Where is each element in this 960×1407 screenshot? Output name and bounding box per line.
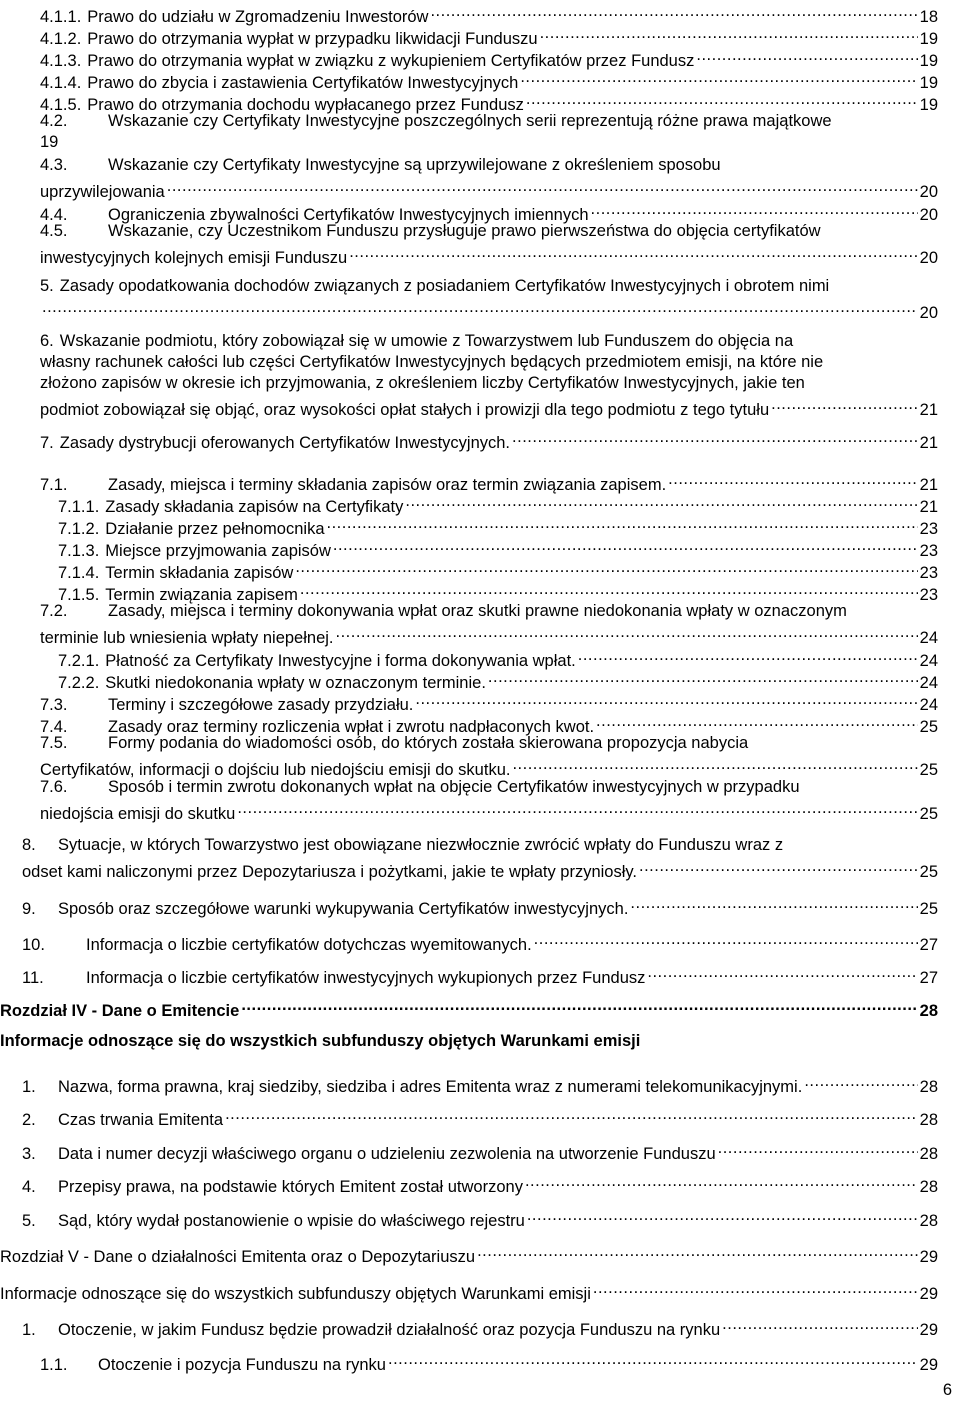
toc-entry-number: 5. xyxy=(40,277,54,295)
toc-entry-page: 24 xyxy=(919,696,938,714)
toc-entry-title: Zasady, miejsca i terminy dokonywania wpłat oraz skutki prawne niedokonania wpłaty w oznaczonym xyxy=(108,602,847,620)
toc-entry-title: Otoczenie, w jakim Fundusz będzie prowadził działalność oraz pozycja Funduszu na rynku xyxy=(58,1321,721,1339)
toc-entry[interactable] xyxy=(58,535,938,560)
toc-entry-title: Informacja o liczbie certyfikatów inwestycyjnych wykupionych przez Fundusz xyxy=(86,969,646,987)
toc-entry-number: 11. xyxy=(22,969,44,987)
toc-leader-dots xyxy=(589,199,918,220)
toc-entry-title: Rozdział IV - Dane o Emitencie xyxy=(0,1002,240,1020)
toc-entry-title-continued: własny rachunek całości lub części Certyfikatów Inwestycyjnych będących przedmiotem emisji, na które nie xyxy=(40,353,824,371)
toc-entry-page: 21 xyxy=(919,498,938,516)
toc-entry-title: Działanie przez pełnomocnika xyxy=(105,520,325,538)
toc-leader-dots xyxy=(666,469,917,490)
toc-leader-dots xyxy=(694,45,917,66)
toc-entry[interactable] xyxy=(40,689,938,714)
toc-entry-page: 25 xyxy=(919,761,938,779)
toc-entry[interactable] xyxy=(40,199,938,224)
toc-entry-title-continued: uprzywilejowania xyxy=(40,183,165,201)
toc-entry-title: Prawo do otrzymania wypłat w przypadku likwidacji Funduszu xyxy=(87,30,538,48)
toc-entry-page: 20 xyxy=(919,304,938,322)
toc-entry[interactable] xyxy=(22,835,938,881)
toc-entry-number: 8. xyxy=(22,836,36,854)
toc-entry-page: 28 xyxy=(919,1212,938,1230)
toc-entry-title: Skutki niedokonania wpłaty w oznaczonym terminie. xyxy=(105,674,486,692)
toc-entry-title: Sposób oraz szczegółowe warunki wykupywania Certyfikatów inwestycyjnych. xyxy=(58,900,629,918)
toc-entry-page: 25 xyxy=(919,900,938,918)
toc-entry-number: 1. xyxy=(22,1321,36,1339)
toc-entry-title: Prawo do zbycia i zastawienia Certyfikatów Inwestycyjnych xyxy=(87,74,519,92)
toc-entry-number: 7.5. xyxy=(40,734,68,752)
toc-entry-number: 4.1.3. xyxy=(40,52,82,70)
toc-entry-title: Termin związania zapisem xyxy=(105,586,298,604)
toc-entry-number: 4. xyxy=(22,1178,36,1196)
toc-entry-page: 19 xyxy=(919,52,938,70)
toc-entry-page: 24 xyxy=(919,629,938,647)
toc-entry-title: Otoczenie i pozycja Funduszu na rynku xyxy=(98,1356,386,1374)
toc-entry-number: 9. xyxy=(22,900,36,918)
toc-leader-dots xyxy=(720,1314,917,1335)
toc-entry[interactable] xyxy=(40,111,938,153)
toc-entry[interactable] xyxy=(22,1138,938,1163)
toc-leader-dots xyxy=(628,893,917,914)
toc-leader-dots xyxy=(510,754,917,775)
toc-entry[interactable] xyxy=(22,1314,938,1339)
toc-leader-dots xyxy=(223,1104,918,1125)
toc-leader-dots xyxy=(594,711,918,732)
toc-entry-number: 7.2. xyxy=(40,602,68,620)
toc-entry-number: 4.1.4. xyxy=(40,74,82,92)
toc-leader-dots xyxy=(235,798,917,819)
toc-entry[interactable] xyxy=(22,1171,938,1196)
toc-leader-dots xyxy=(475,1241,918,1262)
toc-leader-dots xyxy=(532,929,918,950)
toc-entry-page: 23 xyxy=(919,586,938,604)
toc-entry-title: Zasady dystrybucji oferowanych Certyfikatów Inwestycyjnych. xyxy=(59,434,511,452)
toc-entry-title: Sposób i termin zwrotu dokonanych wpłat na objęcie Certyfikatów inwestycyjnych w przypadku xyxy=(108,778,800,796)
toc-entry-page: 27 xyxy=(919,936,938,954)
toc-entry-title: Zasady oraz terminy rozliczenia wpłat i zwrotu nadpłaconych kwot. xyxy=(108,718,595,736)
toc-entry[interactable] xyxy=(40,427,938,452)
toc-entry-number: 7.4. xyxy=(40,718,68,736)
toc-entry-title: Wskazanie, czy Uczestnikom Funduszu przysługuje prawo pierwszeństwa do objęcia certyfikatów xyxy=(108,222,821,240)
toc-entry-page: 21 xyxy=(919,476,938,494)
toc-entry-number: 4.2. xyxy=(40,112,68,130)
toc-entry-number: 7. xyxy=(40,434,54,452)
toc-entry-title: Płatność za Certyfikaty Inwestycyjne i forma dokonywania wpłat. xyxy=(105,652,576,670)
toc-leader-dots xyxy=(325,513,918,534)
toc-entry-number: 7.2.2. xyxy=(58,674,100,692)
toc-entry[interactable] xyxy=(0,995,938,1020)
toc-leader-dots xyxy=(645,962,917,983)
toc-entry-number: 7.1. xyxy=(40,476,68,494)
toc-leader-dots xyxy=(716,1138,918,1159)
toc-entry[interactable] xyxy=(22,929,938,954)
toc-entry-title: Przepisy prawa, na podstawie których Emitent został utworzony xyxy=(58,1178,523,1196)
toc-entry[interactable] xyxy=(58,513,938,538)
toc-leader-dots xyxy=(165,176,918,197)
toc-entry[interactable] xyxy=(22,1104,938,1129)
toc-entry-page: 24 xyxy=(919,652,938,670)
toc-entry-number: 7.3. xyxy=(40,696,68,714)
toc-entry-title: Sąd, który wydał postanowienie o wpisie do właściwego rejestru xyxy=(58,1212,525,1230)
toc-entry[interactable] xyxy=(40,89,938,114)
toc-entry-title: Wskazanie podmiotu, który zobowiązał się w umowie z Towarzystwem lub Funduszem do objęcia na xyxy=(59,332,794,350)
toc-entry-title: Zasady, miejsca i terminy składania zapisów oraz termin związania zapisem. xyxy=(108,476,667,494)
toc-entry-title-continued: terminie lub wniesienia wpłaty niepełnej. xyxy=(40,629,334,647)
toc-entry-title: Informacje odnoszące się do wszystkich subfunduszy objętych Warunkami emisji xyxy=(0,1032,641,1050)
toc-entry[interactable] xyxy=(0,1241,938,1266)
toc-leader-dots xyxy=(525,1205,918,1226)
toc-leader-dots xyxy=(524,89,918,110)
toc-entry[interactable] xyxy=(40,23,938,48)
toc-entry[interactable] xyxy=(40,711,938,736)
toc-entry[interactable] xyxy=(0,1278,938,1303)
toc-leader-dots xyxy=(331,535,918,556)
toc-entry-number: 4.3. xyxy=(40,156,68,174)
toc-leader-dots xyxy=(637,856,918,877)
toc-entry-number: 7.6. xyxy=(40,778,68,796)
toc-entry-title: Prawo do udziału w Zgromadzeniu Inwestorów xyxy=(87,8,429,26)
toc-entry-number: 7.1.2. xyxy=(58,520,100,538)
toc-leader-dots xyxy=(239,995,917,1016)
toc-entry-page: 24 xyxy=(919,674,938,692)
toc-entry-title: Informacje odnoszące się do wszystkich subfunduszy objętych Warunkami emisji xyxy=(0,1285,591,1303)
toc-leader-dots xyxy=(293,557,917,578)
toc-entry-title: Ograniczenia zbywalności Certyfikatów Inwestycyjnych imiennych xyxy=(108,206,589,224)
toc-entry-page: 29 xyxy=(919,1321,938,1339)
toc-entry-number: 7.1.4. xyxy=(58,564,100,582)
toc-entry-page: 25 xyxy=(919,863,938,881)
toc-entry-title: Data i numer decyzji właściwego organu o udzieleniu zezwolenia na utworzenie Funduszu xyxy=(58,1145,716,1163)
toc-entry-page: 29 xyxy=(919,1356,938,1374)
toc-entry-number: 4.1.5. xyxy=(40,96,82,114)
toc-entry-title-continued: inwestycyjnych kolejnych emisji Funduszu xyxy=(40,249,348,267)
toc-entry-page: 29 xyxy=(919,1248,938,1266)
toc-entry[interactable] xyxy=(58,557,938,582)
toc-leader-dots xyxy=(802,1071,917,1092)
toc-entry-number: 1.1. xyxy=(40,1356,68,1374)
toc-entry-number: 4.4. xyxy=(40,206,68,224)
toc-leader-dots xyxy=(510,427,918,448)
toc-entry-page: 28 xyxy=(919,1111,938,1129)
toc-entry-title: Czas trwania Emitenta xyxy=(58,1111,224,1129)
toc-entry[interactable] xyxy=(40,67,938,92)
toc-entry[interactable] xyxy=(40,45,938,70)
toc-leader-dots xyxy=(347,242,917,263)
toc-entry[interactable] xyxy=(40,601,938,647)
toc-entry[interactable] xyxy=(40,733,938,779)
toc-entry-page: 28 xyxy=(919,1078,938,1096)
toc-entry[interactable] xyxy=(22,1071,938,1096)
toc-entry-page: 20 xyxy=(919,206,938,224)
toc-leader-dots xyxy=(769,394,918,415)
toc-leader-dots xyxy=(428,1,917,22)
toc-entry-page: 28 xyxy=(919,1178,938,1196)
toc-leader-dots xyxy=(386,1349,918,1370)
toc-entry-title: Miejsce przyjmowania zapisów xyxy=(105,542,331,560)
toc-entry[interactable] xyxy=(58,491,938,516)
toc-entry[interactable] xyxy=(40,1,938,26)
toc-entry-title: Formy podania do wiadomości osób, do których została skierowana propozycja nabycia xyxy=(108,734,749,752)
toc-entry-page: 23 xyxy=(919,564,938,582)
toc-entry-title-continued: odset kami naliczonymi przez Depozytariusza i pożytkami, jakie te wpłaty przyniosły. xyxy=(22,863,638,881)
toc-entry-title: Nazwa, forma prawna, kraj siedziby, siedziba i adres Emitenta wraz z numerami telekomunikacyjnymi. xyxy=(58,1078,803,1096)
toc-leader-dots xyxy=(403,491,917,512)
toc-entry-page: 23 xyxy=(919,520,938,538)
toc-entry-title: Zasady składania zapisów na Certyfikaty xyxy=(105,498,404,516)
toc-entry-number: 7.1.3. xyxy=(58,542,100,560)
toc-entry[interactable] xyxy=(40,469,938,494)
toc-entry[interactable] xyxy=(0,1031,938,1052)
toc-entry[interactable] xyxy=(40,777,938,823)
page-number: 6 xyxy=(942,1381,952,1399)
toc-leader-dots xyxy=(40,297,918,318)
toc-entry-page: 20 xyxy=(919,249,938,267)
toc-entry-title: Zasady opodatkowania dochodów związanych z posiadaniem Certyfikatów Inwestycyjnych i obrotem nimi xyxy=(59,277,830,295)
toc-entry-page: 19 xyxy=(919,30,938,48)
toc-entry-page: 28 xyxy=(919,1145,938,1163)
toc-entry[interactable] xyxy=(22,893,938,918)
toc-entry-page: 25 xyxy=(919,718,938,736)
toc-entry[interactable] xyxy=(40,1349,938,1374)
toc-entry[interactable] xyxy=(58,579,938,604)
toc-leader-dots xyxy=(576,645,918,666)
toc-leader-dots xyxy=(334,622,918,643)
toc-entry-page: 19 xyxy=(40,133,59,151)
toc-entry-page: 25 xyxy=(919,805,938,823)
toc-entry-page: 21 xyxy=(919,434,938,452)
toc-entry[interactable] xyxy=(22,1205,938,1230)
toc-leader-dots xyxy=(298,579,918,600)
toc-entry-title: Sytuacje, w których Towarzystwo jest obowiązane niezwłocznie zwrócić wpłaty do Funduszu wraz z xyxy=(58,836,784,854)
toc-entry-number: 5. xyxy=(22,1212,36,1230)
toc-entry-page: 18 xyxy=(919,8,938,26)
toc-entry[interactable] xyxy=(40,276,938,322)
toc-entry[interactable] xyxy=(40,221,938,267)
toc-entry-title-continued: Certyfikatów, informacji o dojściu lub niedojściu emisji do skutku. xyxy=(40,761,511,779)
toc-entry[interactable] xyxy=(58,667,938,692)
toc-entry-page: 20 xyxy=(919,183,938,201)
toc-entry-title-continued: podmiot zobowiązał się objąć, oraz wysokości opłat stałych i prowizji dla tego podmiotu z tego tytułu xyxy=(40,401,770,419)
toc-entry-number: 3. xyxy=(22,1145,36,1163)
toc-leader-dots xyxy=(486,667,918,688)
toc-entry-page: 21 xyxy=(919,401,938,419)
toc-entry-page: 27 xyxy=(919,969,938,987)
toc-entry-title: Wskazanie czy Certyfikaty Inwestycyjne poszczególnych serii reprezentują różne prawa majątkowe xyxy=(108,112,832,130)
toc-entry-title-continued: złożono zapisów w okresie ich przyjmowania, z określeniem liczby Certyfikatów Inwestycyjnych, jakie ten xyxy=(40,374,805,392)
toc-entry-number: 6. xyxy=(40,332,54,350)
toc-entry[interactable] xyxy=(40,155,938,201)
toc-leader-dots xyxy=(538,23,918,44)
toc-entry-page: 19 xyxy=(919,96,938,114)
toc-entry-title: Prawo do otrzymania dochodu wypłacanego przez Fundusz xyxy=(87,96,524,114)
toc-entry-page: 28 xyxy=(919,1002,938,1020)
toc-entry-number: 2. xyxy=(22,1111,36,1129)
toc-entry-page: 29 xyxy=(919,1285,938,1303)
toc-entry-number: 7.2.1. xyxy=(58,652,100,670)
toc-entry-title-continued: niedojścia emisji do skutku xyxy=(40,805,236,823)
toc-entry[interactable] xyxy=(40,331,938,419)
toc-entry-number: 4.1.2. xyxy=(40,30,82,48)
toc-entry[interactable] xyxy=(58,645,938,670)
toc-entry-number: 1. xyxy=(22,1078,36,1096)
toc-entry-title: Rozdział V - Dane o działalności Emitenta oraz o Depozytariuszu xyxy=(0,1248,476,1266)
toc-entry-number: 4.5. xyxy=(40,222,68,240)
toc-entry-title: Wskazanie czy Certyfikaty Inwestycyjne są uprzywilejowane z określeniem sposobu xyxy=(108,156,721,174)
toc-entry-page: 23 xyxy=(919,542,938,560)
toc-entry-title: Informacja o liczbie certyfikatów dotychczas wyemitowanych. xyxy=(86,936,532,954)
toc-entry-title: Termin składania zapisów xyxy=(105,564,294,582)
toc-entry-number: 4.1.1. xyxy=(40,8,82,26)
toc-leader-dots xyxy=(413,689,917,710)
toc-entry-title: Prawo do otrzymania wypłat w związku z wykupieniem Certyfikatów przez Fundusz xyxy=(87,52,695,70)
toc-entry-page: 19 xyxy=(919,74,938,92)
toc-entry-number: 7.1.5. xyxy=(58,586,100,604)
toc-entry-title: Terminy i szczegółowe zasady przydziału. xyxy=(108,696,414,714)
toc-entry-number: 7.1.1. xyxy=(58,498,100,516)
toc-leader-dots xyxy=(518,67,917,88)
toc-leader-dots xyxy=(591,1278,918,1299)
toc-leader-dots xyxy=(523,1171,918,1192)
toc-entry-number: 10. xyxy=(22,936,45,954)
toc-entry[interactable] xyxy=(22,962,938,987)
